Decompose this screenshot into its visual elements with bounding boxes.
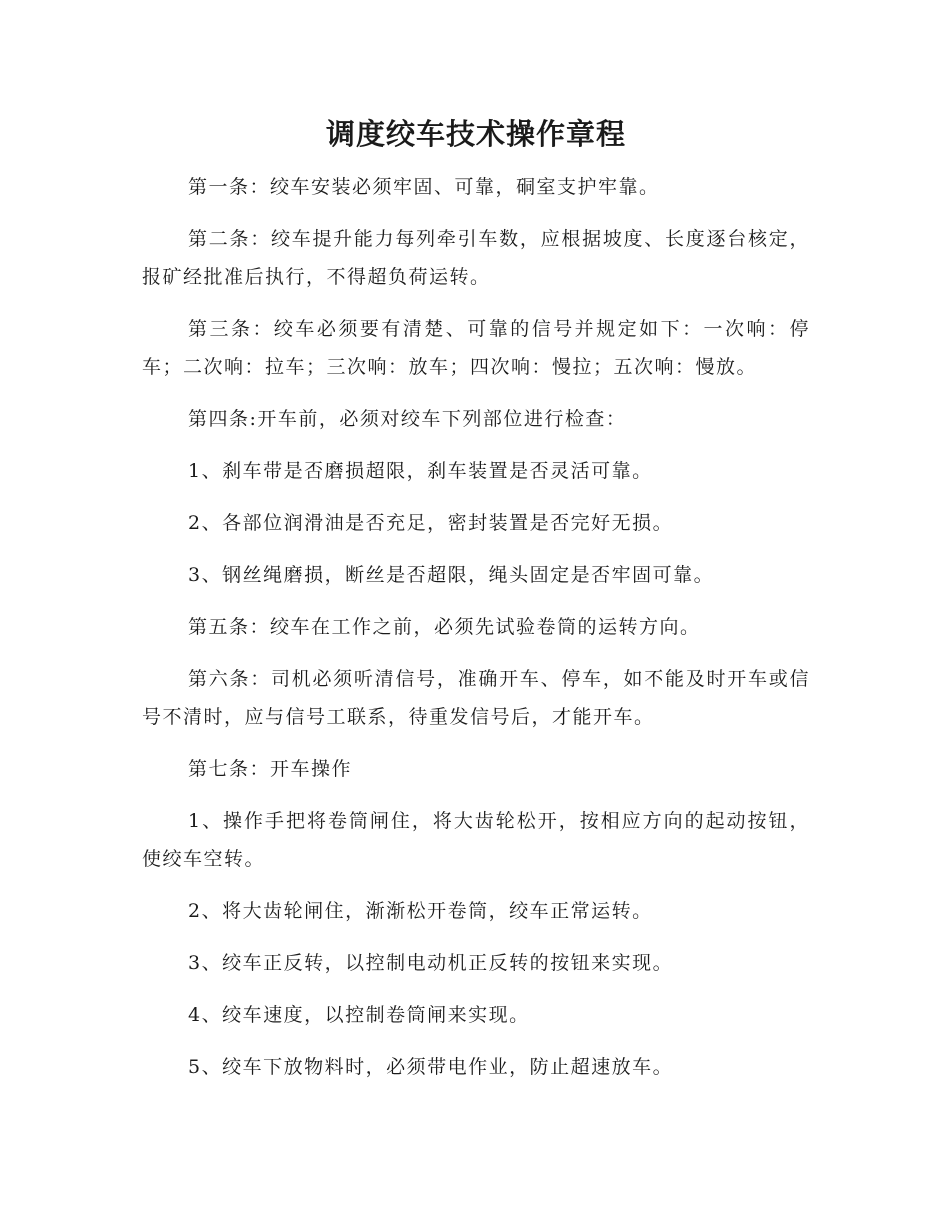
paragraph-article-7-item-3: 3、绞车正反转，以控制电动机正反转的按钮来实现。 bbox=[188, 952, 674, 974]
paragraph-article-5: 第五条：绞车在工作之前，必须先试验卷筒的运转方向。 bbox=[188, 616, 701, 638]
paragraph-article-7-item-2: 2、将大齿轮闸住，渐渐松开卷筒，绞车正常运转。 bbox=[188, 900, 653, 922]
paragraph-article-4: 第四条:开车前，必须对绞车下列部位进行检查： bbox=[188, 408, 627, 430]
paragraph-article-7-item-5: 5、绞车下放物料时，必须带电作业，防止超速放车。 bbox=[188, 1056, 674, 1078]
paragraph-article-4-item-2: 2、各部位润滑油是否充足，密封装置是否完好无损。 bbox=[188, 512, 674, 534]
paragraph-article-2: 第二条：绞车提升能力每列牵引车数，应根据坡度、长度逐台核定，报矿经批准后执行，不得超负荷运转。 bbox=[142, 228, 810, 288]
document-body bbox=[142, 112, 810, 1100]
paragraph-article-4-item-1: 1、刹车带是否磨损超限，刹车装置是否灵活可靠。 bbox=[188, 460, 653, 482]
paragraph-article-1: 第一条：绞车安装必须牢固、可靠，硐室支护牢靠。 bbox=[188, 176, 660, 198]
paragraph-article-6: 第六条：司机必须听清信号，准确开车、停车，如不能及时开车或信号不清时，应与信号工联系，待重发信号后，才能开车。 bbox=[142, 668, 810, 728]
paragraph-article-3: 第三条：绞车必须要有清楚、可靠的信号并规定如下：一次响：停车；二次响：拉车；三次响：放车；四次响：慢拉；五次响：慢放。 bbox=[142, 318, 810, 378]
paragraph-article-7-item-1: 1、操作手把将卷筒闸住，将大齿轮松开，按相应方向的起动按钮，使绞车空转。 bbox=[142, 810, 810, 870]
paragraph-article-4-item-3: 3、钢丝绳磨损，断丝是否超限，绳头固定是否牢固可靠。 bbox=[188, 564, 715, 586]
document-title: 调度绞车技术操作章程 bbox=[325, 117, 626, 151]
paragraph-article-7: 第七条：开车操作 bbox=[188, 758, 353, 780]
paragraph-article-7-item-4: 4、绞车速度，以控制卷筒闸来实现。 bbox=[188, 1004, 530, 1026]
